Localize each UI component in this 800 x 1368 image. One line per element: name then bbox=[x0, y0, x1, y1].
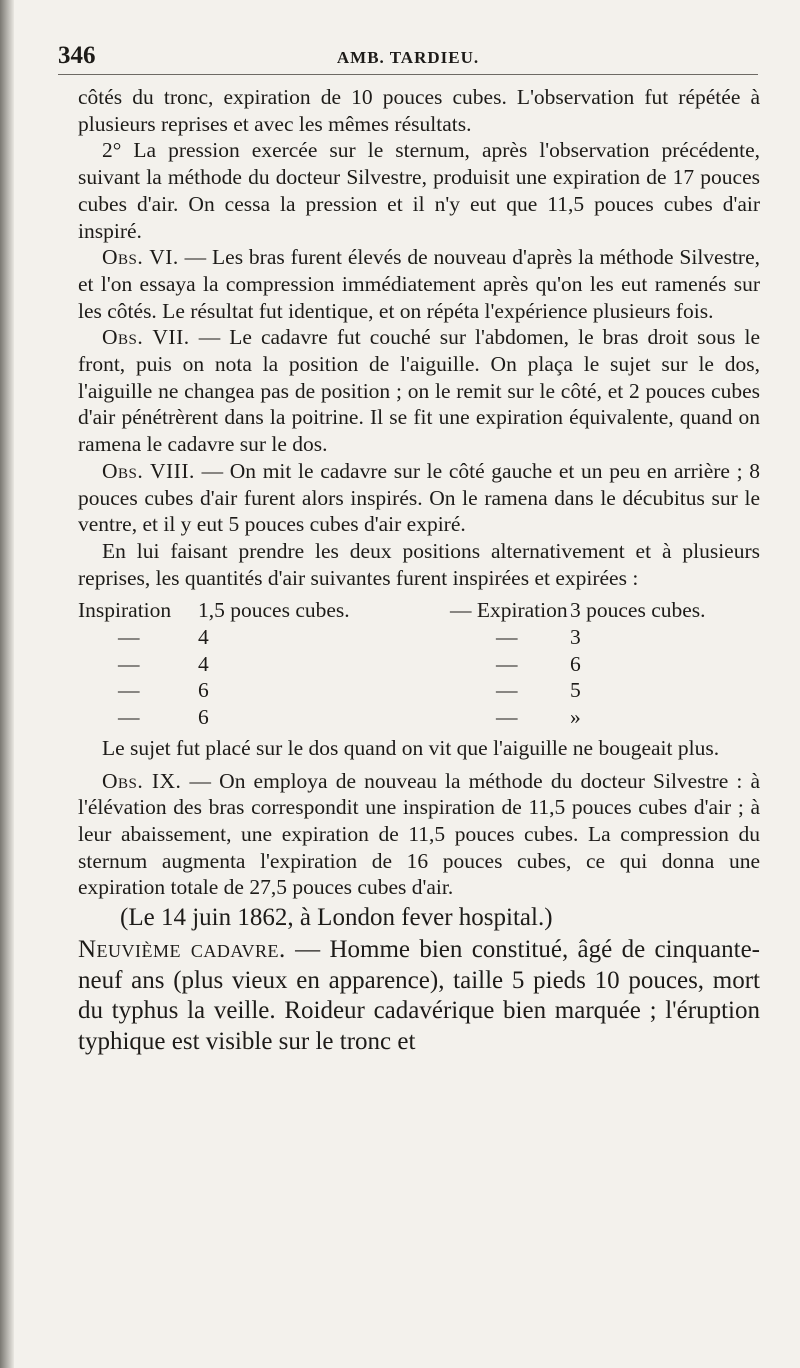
paragraph bbox=[78, 458, 760, 538]
paragraph: Le sujet fut placé sur le dos quand on vit que l'aiguille ne bougeait plus. bbox=[102, 735, 720, 760]
paragraph bbox=[78, 768, 760, 902]
paragraph-text: — Le cadavre fut couché sur l'abdomen, le bras droit sous le front, puis on nota la position de l'aiguille. On plaça le sujet sur le dos, l'aiguille ne changea pas de position ; on le remit sur le côté, et 2 pouces cubes d'air pénétrèrent dans la poitrine. Il se fit une expiration équivalente, quand on ramena le cadavre sur le dos. bbox=[78, 325, 760, 457]
table-row bbox=[78, 651, 760, 678]
page-body bbox=[78, 84, 760, 1057]
table-cell: 3 pouces cubes. bbox=[570, 598, 706, 623]
page-number: 346 bbox=[58, 42, 96, 69]
paragraph-text: — Les bras furent élevés de nouveau d'après la méthode Silvestre, et l'on essaya la compression immédiatement après qu'on les eut ramenés sur les côtés. Le résultat fut identique, et on répéta l'expérience plusieurs fois. bbox=[78, 245, 761, 323]
paragraph-text: — Homme bien constitué, âgé de cinquante-neuf ans (plus vieux en apparence), taille 5 pieds 10 pouces, mort du typhus la veille. Roideur cadavérique bien marquée ; l'éruption typhique est visible sur le tronc et bbox=[78, 936, 760, 1055]
table-cell: 6 bbox=[198, 705, 209, 730]
paragraph: côtés du tronc, expiration de 10 pouces cubes. L'observation fut répétée à plusieurs reprises et avec les mêmes résultats. bbox=[78, 85, 760, 136]
case-section bbox=[78, 935, 760, 1057]
table-cell: — bbox=[496, 625, 518, 650]
table-cell: Inspiration bbox=[78, 598, 172, 623]
table-cell: — Expiration bbox=[450, 598, 568, 623]
table-cell: — bbox=[118, 678, 140, 703]
observation-label: Obs. VII. bbox=[102, 325, 190, 350]
table-cell: — bbox=[496, 678, 518, 703]
table-cell: 5 bbox=[570, 678, 581, 703]
table-cell: 3 bbox=[570, 625, 581, 650]
paragraph-text: — On mit le cadavre sur le côté gauche et un peu en arrière ; 8 pouces cubes d'air furent alors inspirés. On le ramena dans le décubitus sur le ventre, et il y eut 5 pouces cubes d'air expiré. bbox=[78, 458, 760, 537]
table-cell: — bbox=[118, 625, 140, 650]
table-cell: — bbox=[496, 705, 518, 730]
paragraph bbox=[78, 324, 760, 458]
paragraph: En lui faisant prendre les deux positions alternativement et à plusieurs reprises, les quantités d'air suivantes furent inspirées et expirées : bbox=[78, 538, 760, 590]
paragraph bbox=[78, 935, 760, 1057]
paragraph bbox=[78, 244, 760, 324]
table-cell: 4 bbox=[198, 625, 209, 650]
page-gutter-shadow bbox=[0, 0, 14, 1368]
table-row bbox=[78, 597, 760, 624]
table-row bbox=[78, 677, 760, 704]
table-row bbox=[78, 624, 760, 651]
table-cell: 6 bbox=[570, 651, 581, 676]
table-cell: — bbox=[118, 705, 140, 730]
table-cell: 1,5 pouces cubes. bbox=[198, 598, 350, 623]
date-heading: (Le 14 juin 1862, à London fever hospital.) bbox=[120, 904, 553, 932]
table-cell: — bbox=[118, 651, 140, 676]
paragraph: 2° La pression exercée sur le sternum, après l'observation précédente, suivant la méthode du docteur Silvestre, produisit une expiration de 17 pouces cubes d'air. On cessa la pression et il n'y eut que 11,5 pouces cubes d'air inspiré. bbox=[78, 138, 760, 243]
table-cell: 4 bbox=[198, 651, 209, 676]
observation-label: Obs. VI. bbox=[102, 245, 179, 270]
case-label: Neuvième cadavre. bbox=[78, 936, 286, 964]
table-cell: » bbox=[570, 705, 581, 730]
table-cell: 6 bbox=[198, 678, 209, 703]
running-head-title: AMB. TARDIEU. bbox=[336, 48, 480, 67]
running-header bbox=[58, 40, 758, 75]
table-cell: — bbox=[496, 651, 518, 676]
observation-label: Obs. IX. bbox=[102, 768, 182, 793]
observation-label: Obs. VIII. bbox=[102, 458, 195, 483]
table-row bbox=[78, 704, 760, 731]
paragraph-text: — On employa de nouveau la méthode du docteur Silvestre : à l'élévation des bras correspondit une inspiration de 11,5 pouces cubes d'air ; à leur abaissement, une expiration de 11,5 pouces cubes. La compression du sternum augmenta l'expiration de 16 pouces cubes, ce qui donna une expiration totale de 27,5 pouces cubes d'air. bbox=[78, 768, 761, 900]
measurement-table bbox=[78, 597, 760, 730]
